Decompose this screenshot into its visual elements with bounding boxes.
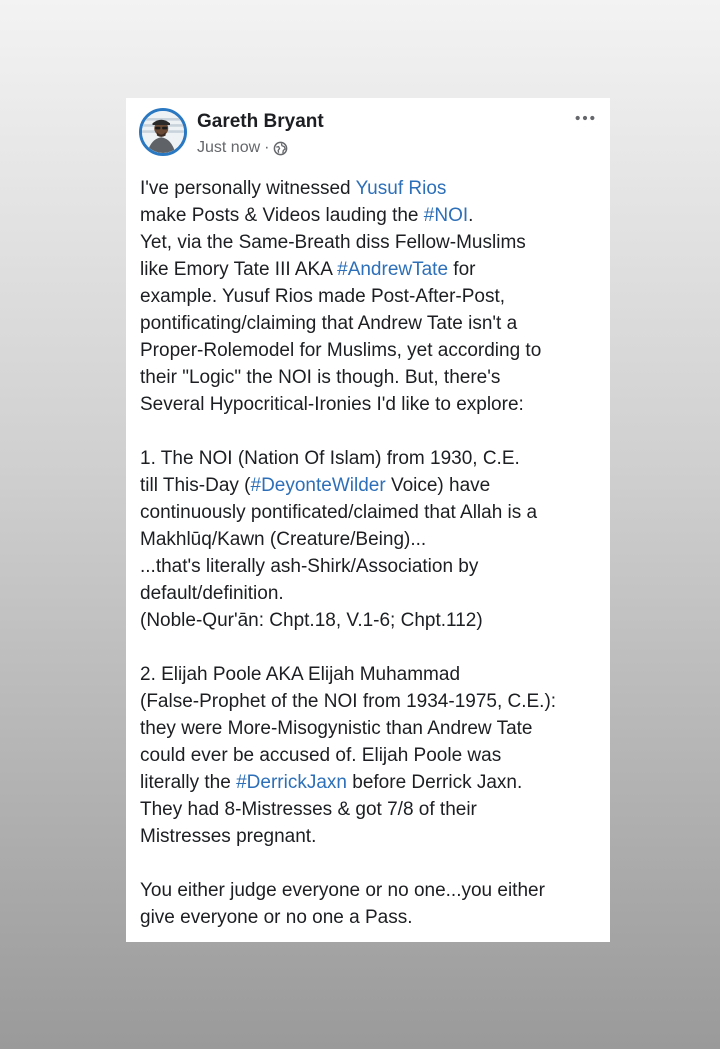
post-paragraph bbox=[140, 175, 602, 418]
post-timestamp[interactable]: Just now bbox=[197, 139, 261, 156]
post-card bbox=[126, 98, 610, 942]
post-text: example. Yusuf Rios made Post-After-Post, bbox=[140, 286, 506, 307]
post-meta bbox=[197, 138, 288, 158]
post-text: for bbox=[448, 259, 476, 280]
post-text: (Noble-Qur'ān: Chpt.18, V.1-6; Chpt.112) bbox=[140, 610, 483, 631]
author-name[interactable]: Gareth Bryant bbox=[197, 111, 324, 132]
post-text: 1. The NOI (Nation Of Islam) from 1930, C.E. bbox=[140, 448, 520, 469]
post-text: they were More-Misogynistic than Andrew Tate bbox=[140, 718, 533, 739]
post-text: till This-Day ( bbox=[140, 475, 251, 496]
post-text: I've personally witnessed bbox=[140, 178, 356, 199]
post-text: default/definition. bbox=[140, 583, 284, 604]
post-text: like Emory Tate III AKA bbox=[140, 259, 338, 280]
post-text: Yet, via the Same-Breath diss Fellow-Muslims bbox=[140, 232, 526, 253]
avatar-photo bbox=[142, 111, 184, 153]
post-text: Mistresses pregnant. bbox=[140, 826, 317, 847]
hashtag-derrickjaxn[interactable]: #DerrickJaxn bbox=[236, 772, 347, 793]
post-text: their "Logic" the NOI is though. But, there's bbox=[140, 367, 501, 388]
mention-yusuf-rios[interactable]: Yusuf Rios bbox=[355, 178, 447, 199]
post-text: pontificating/claiming that Andrew Tate isn't a bbox=[140, 313, 518, 334]
hashtag-deyontewilder[interactable]: #DeyonteWilder bbox=[250, 475, 386, 496]
post-text: Proper-Rolemodel for Muslims, yet according to bbox=[140, 340, 542, 361]
meta-separator: · bbox=[264, 139, 270, 156]
post-text: Several Hypocritical-Ironies I'd like to explore: bbox=[140, 394, 524, 415]
avatar[interactable] bbox=[139, 108, 187, 156]
post-text: . bbox=[468, 205, 474, 226]
post-text: Makhlūq/Kawn (Creature/Being)... bbox=[140, 529, 427, 550]
post-text: give everyone or no one a Pass. bbox=[140, 907, 413, 928]
post-text: 2. Elijah Poole AKA Elijah Muhammad bbox=[140, 664, 461, 685]
post-text: You either judge everyone or no one...you either bbox=[140, 880, 545, 901]
hashtag-andrewtate[interactable]: #AndrewTate bbox=[337, 259, 449, 280]
post-text: They had 8-Mistresses & got 7/8 of their bbox=[140, 799, 477, 820]
post-header bbox=[126, 98, 610, 168]
post-text: Voice) have bbox=[385, 475, 491, 496]
post-text: (False-Prophet of the NOI from 1934-1975, C.E.): bbox=[140, 691, 557, 712]
more-options-icon[interactable] bbox=[573, 108, 597, 128]
post-text: make Posts & Videos lauding the bbox=[140, 205, 424, 226]
post-text: continuously pontificated/claimed that Allah is a bbox=[140, 502, 538, 523]
post-body bbox=[140, 175, 602, 931]
post-text: could ever be accused of. Elijah Poole was bbox=[140, 745, 502, 766]
post-paragraph bbox=[140, 661, 602, 850]
globe-icon[interactable] bbox=[273, 141, 288, 156]
post-paragraph bbox=[140, 877, 602, 931]
post-text: ...that's literally ash-Shirk/Association by bbox=[140, 556, 479, 577]
post-text: before Derrick Jaxn. bbox=[346, 772, 523, 793]
post-paragraph bbox=[140, 445, 602, 634]
post-text: literally the bbox=[140, 772, 237, 793]
hashtag-noi[interactable]: #NOI bbox=[423, 205, 469, 226]
